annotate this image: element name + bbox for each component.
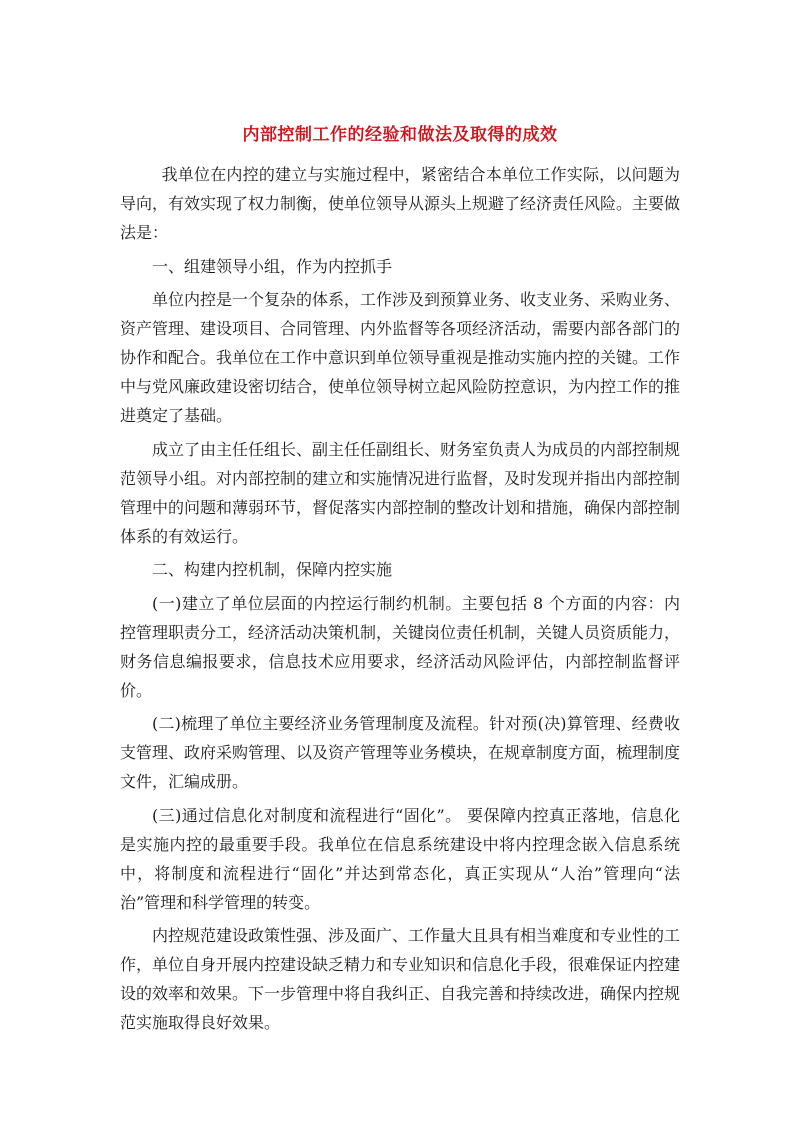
body-paragraph: 内控规范建设政策性强、涉及面广、工作量大且具有相当难度和专业性的工作，单位自身开展内控建设缺乏精力和专业知识和信息化手段，很难保证内控建设的效率和效果。下一步管理中将自我纠正、自我完善和持续改进，确保内控规范实施取得良好效果。 <box>120 926 681 1032</box>
section-heading-1: 一、组建领导小组，作为内控抓手 <box>152 256 393 276</box>
sub-item-paragraph: (一)建立了单位层面的内控运行制约机制。主要包括 8 个方面的内容：内控管理职责分工，经济活动决策机制，关键岗位责任机制，关键人员资质能力，财务信息编报要求，信息技术应用要求，经济活动风险评估，内部控制监督评价。 <box>120 593 681 700</box>
body-paragraph: 单位内控是一个复杂的体系，工作涉及到预算业务、收支业务、采购业务、资产管理、建设项目、合同管理、内外监督等各项经济活动，需要内部各部门的协作和配合。我单位在工作中意识到单位领导重视是推动实施内控的关键。工作中与党风廉政建设密切结合，使单位领导树立起风险防控意识，为内控工作的推进奠定了基础。 <box>120 290 681 425</box>
sub-item-paragraph: (三)通过信息化对制度和流程进行“固化”。 要保障内控真正落地，信息化是实施内控的最重要手段。我单位在信息系统建设中将内控理念嵌入信息系统中，将制度和流程进行“固化”并达到常态化，真正实现从“人治”管理向“法治”管理和科学管理的转变。 <box>120 805 680 912</box>
body-paragraph: 成立了由主任任组长、副主任任副组长、财务室负责人为成员的内部控制规范领导小组。对内部控制的建立和实施情况进行监督，及时发现并指出内部控制管理中的问题和薄弱环节，督促落实内部控制的整改计划和措施，确保内部控制体系的有效运行。 <box>120 439 681 546</box>
document-body <box>120 160 680 1042</box>
document-title: 内部控制工作的经验和做法及取得的成效 <box>242 125 558 145</box>
intro-paragraph: 我单位在内控的建立与实施过程中，紧密结合本单位工作实际，以问题为导向，有效实现了权力制衡，使单位领导从源头上规避了经济责任风险。主要做法是： <box>120 165 681 242</box>
sub-item-paragraph: (二)梳理了单位主要经济业务管理制度及流程。针对预(决)算管理、经费收支管理、政府采购管理、以及资产管理等业务模块，在规章制度方面，梳理制度文件，汇编成册。 <box>120 714 681 791</box>
section-heading-2: 二、构建内控机制，保障内控实施 <box>152 560 393 579</box>
